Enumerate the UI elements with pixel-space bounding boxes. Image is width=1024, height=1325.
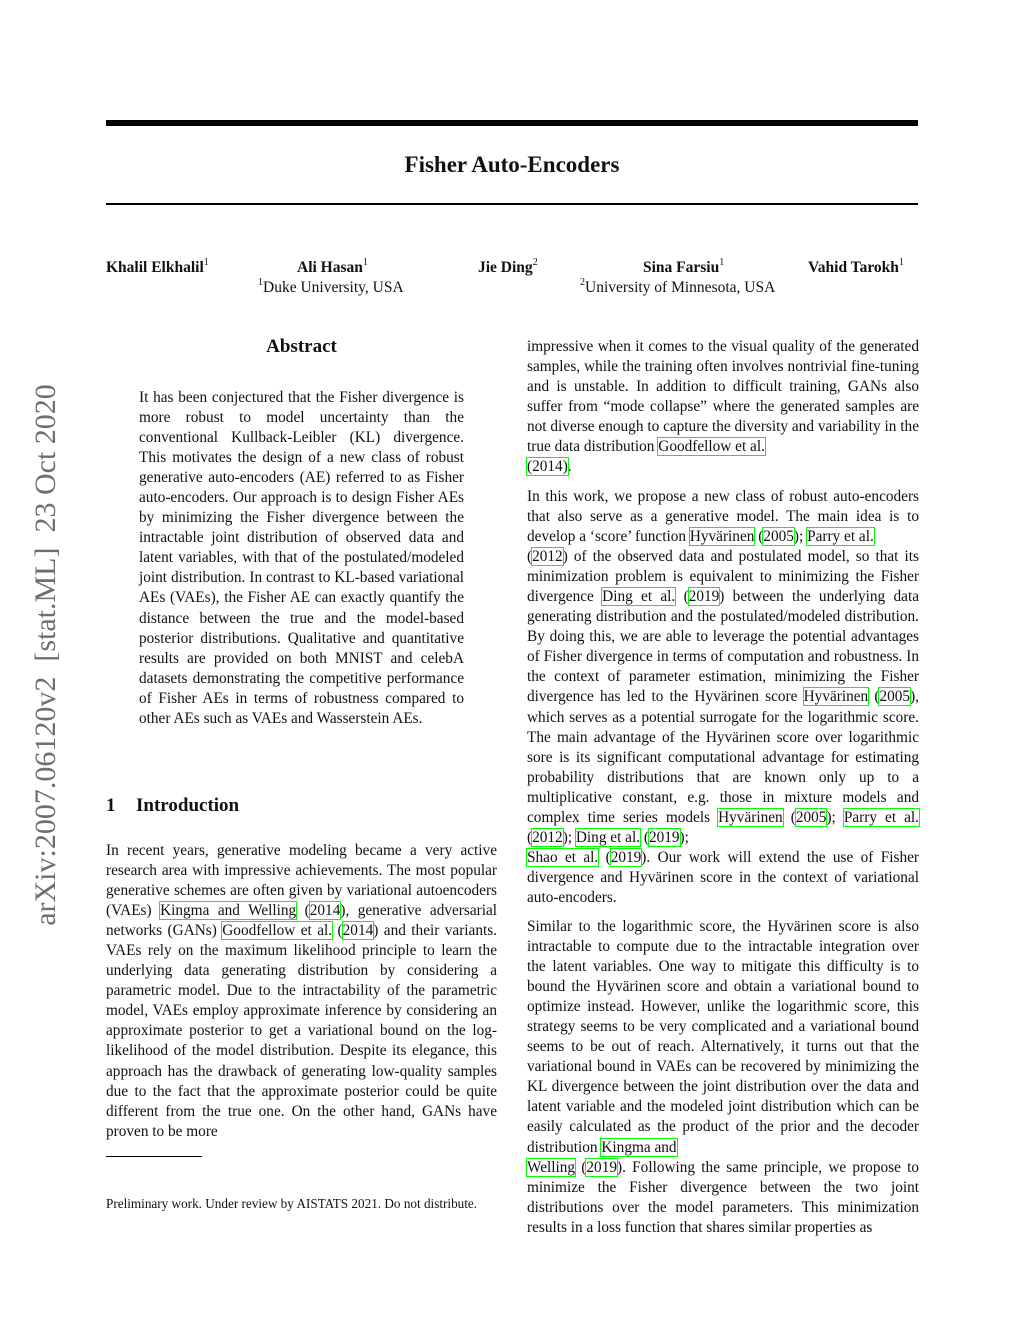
- author: [808, 259, 904, 277]
- author-name: Jie Ding: [478, 259, 533, 276]
- author-affiliation-mark: 1: [898, 257, 904, 268]
- intro-paragraph-3: [527, 917, 919, 1238]
- citation-link[interactable]: 2019: [586, 1158, 617, 1176]
- intro-paragraph-1: [106, 841, 497, 1142]
- text-run: ) of the observed data and postulated model, so that its minimization problem is equivalent to minimizing the Fisher divergence: [527, 548, 919, 606]
- text-run: impressive when it comes to the visual quality of the generated samples, while the training often involves nontrivial fine-tuning and is unstable. In addition to difficult training, GANs also suffer from “mode collapse” where the generated samples are not diverse enough to capture the diversity and variability in the true data distribution: [527, 338, 919, 456]
- citation-link[interactable]: 2005: [795, 808, 827, 826]
- affiliation: [258, 279, 404, 297]
- text-run: (: [332, 922, 343, 940]
- title-rule-bottom: [106, 203, 918, 205]
- author-affiliation-mark: 2: [532, 257, 538, 268]
- citation-link[interactable]: Hyvärinen: [803, 688, 869, 706]
- arxiv-sidebar: [18, 350, 74, 960]
- author: [478, 259, 538, 277]
- citation-link[interactable]: Goodfellow et al.: [658, 438, 765, 456]
- citation-link[interactable]: 2019: [688, 588, 720, 606]
- text-run: .: [567, 458, 572, 476]
- text-run: Similar to the logarithmic score, the Hyvärinen score is also intractable to compute due to the intractable integration over the latent variables. One way to mitigate this difficulty is to bound the Hyvärinen score and obtain a variational bound to optimize instead. However, unlike the logarithmic score, this strategy seems to be very complicated and a variational bound seems to be out of reach. Alternatively, it turns out that the variational bound in VAEs can be recovered by minimizing the KL divergence between the joint distribution over the data and latent variable and the modeled joint distribution which can be easily calculated as the product of the prior and the decoder distribution: [527, 918, 919, 1156]
- text-run: In recent years, generative modeling became a very active research area with impressive achievements. The most popular generative schemes are often given by variational autoencoders (VAEs): [106, 842, 497, 920]
- citation-link[interactable]: 2005: [879, 688, 911, 706]
- text-run: (: [598, 848, 611, 866]
- footnote-rule: [106, 1156, 202, 1157]
- text-run: );: [826, 808, 844, 826]
- citation-link[interactable]: (2014): [527, 458, 568, 476]
- citation-link[interactable]: Hyvärinen: [689, 528, 755, 546]
- text-run: ) and their variants. VAEs rely on the maximum likelihood principle to learn the underlying data generating distribution by considering a parametric model. Due to the intractability of the parametric model, VAEs employ approximate inference by considering an approximate posterior to get a variational bound on the log-likelihood of the model distribution. Despite its elegance, this approach has the drawback of generating low-quality samples due to the fact that the approximate posterior could be quite different from the true one. On the other hand, GANs have proven to be more: [106, 922, 498, 1140]
- author-name: Sina Farsiu: [643, 259, 720, 276]
- citation-link[interactable]: Ding et al.: [575, 828, 641, 846]
- text-run: (: [527, 548, 533, 566]
- citation-link[interactable]: Ding et al.: [602, 588, 676, 606]
- text-run: (: [575, 1158, 587, 1176]
- text-run: (: [640, 828, 649, 846]
- text-run: ). Our work will extend the use of Fisher divergence and Hyvärinen score in the context of variational auto-encoders.: [527, 848, 919, 906]
- citation-link[interactable]: 2014: [342, 922, 374, 940]
- citation-link[interactable]: 2005: [763, 528, 794, 546]
- author-affiliation-mark: 1: [362, 257, 368, 268]
- author-affiliation-mark: 1: [719, 257, 725, 268]
- citation-link[interactable]: 2019: [648, 828, 680, 846]
- text-run: ), which serves as a potential surrogate for the logarithmic score. The main advantage of the Hyvärinen score over logarithmic sore is its significant computational advantage for estimating probability distributions that are known only up to a multiplicative constant, e.g. those in mixture models and complex time series models: [527, 688, 919, 826]
- text-run: (: [527, 828, 533, 846]
- title-rule-top: [106, 120, 918, 126]
- citation-link[interactable]: Kingma and: [601, 1138, 677, 1156]
- footnote: Preliminary work. Under review by AISTATS 2021. Do not distribute.: [106, 1196, 478, 1211]
- text-run: (: [754, 528, 764, 546]
- text-run: ), generative adversarial networks (GANs): [106, 902, 497, 940]
- citation-link[interactable]: Parry et al.: [843, 808, 919, 826]
- author-affiliation-mark: 1: [203, 257, 209, 268]
- citation-link[interactable]: Shao et al.: [527, 848, 599, 866]
- text-run: );: [562, 828, 576, 846]
- text-run: (: [296, 902, 310, 920]
- citation-link[interactable]: Goodfellow et al.: [222, 922, 333, 940]
- affiliation-name: Duke University, USA: [263, 279, 404, 296]
- citation-link[interactable]: Kingma and Welling: [160, 902, 297, 920]
- affiliation: [580, 279, 775, 297]
- author-name: Vahid Tarokh: [808, 259, 899, 276]
- paper-title: Fisher Auto-Encoders: [404, 152, 620, 177]
- section-number: 1: [106, 795, 116, 816]
- text-run: (: [782, 808, 796, 826]
- author: [297, 259, 368, 277]
- citation-link[interactable]: 2014: [309, 902, 341, 920]
- citation-link[interactable]: 2019: [610, 848, 642, 866]
- text-run: (: [868, 688, 880, 706]
- text-run: );: [679, 828, 689, 846]
- text-run: );: [793, 528, 808, 546]
- intro-paragraph-1-continued: [527, 337, 919, 477]
- text-run: ). Following the same principle, we propose to minimize the Fisher divergence between the two joint distributions over the model parameters. This minimization results in a loss function that shares similar properties as: [527, 1158, 920, 1236]
- section-heading: [106, 795, 239, 817]
- intro-paragraph-2: [527, 487, 919, 908]
- author: [106, 259, 209, 277]
- abstract-text: It has been conjectured that the Fisher divergence is more robust to model uncertainty than the conventional Kullback-Leibler (KL) divergence. This motivates the design of a new class of robust generative auto-encoders (AE) referred to as Fisher auto-encoders. Our approach is to design Fisher AEs by minimizing the Fisher divergence between the intractable joint distribution of observed data and latent variables, with that of the postulated/modeled joint distribution. In contrast to KL-based variational AEs (VAEs), the Fisher AE can exactly quantify the distance between the true and the model-based posterior distributions. Qualitative and quantitative results are provided on both MNIST and celebA datasets demonstrating the competitive performance of Fisher AEs in terms of robustness compared to other AEs such as VAEs and Wasserstein AEs.: [139, 389, 464, 727]
- affiliation-mark: 1: [258, 277, 263, 288]
- section-title: Introduction: [136, 795, 240, 816]
- citation-link[interactable]: Hyvärinen: [718, 808, 783, 826]
- affiliation-mark: 2: [580, 277, 585, 288]
- author-name: Ali Hasan: [297, 259, 363, 276]
- citation-link[interactable]: 2012: [532, 548, 563, 566]
- affiliation-name: University of Minnesota, USA: [585, 279, 776, 296]
- arxiv-identifier: arXiv:2007.06120v2 [stat.ML] 23 Oct 2020: [29, 384, 63, 926]
- abstract-heading: Abstract: [266, 336, 337, 357]
- author-name: Khalil Elkhalil: [106, 259, 204, 276]
- citation-link[interactable]: Parry et al.: [807, 528, 874, 546]
- text-run: (: [675, 588, 689, 606]
- citation-link[interactable]: 2012: [532, 828, 563, 846]
- citation-link[interactable]: Welling: [527, 1158, 576, 1176]
- text-run: In this work, we propose a new class of robust auto-encoders that also serve as a generative model. The main idea is to develop a ‘score’ function: [527, 488, 919, 546]
- author: [643, 259, 724, 277]
- text-run: ) between the underlying data generating distribution and the postulated/modeled distribution. By doing this, we are able to leverage the potential advantages of Fisher divergence in terms of computation and robustness. In the context of parameter estimation, minimizing the Fisher divergence has led to the Hyvärinen score: [527, 588, 919, 706]
